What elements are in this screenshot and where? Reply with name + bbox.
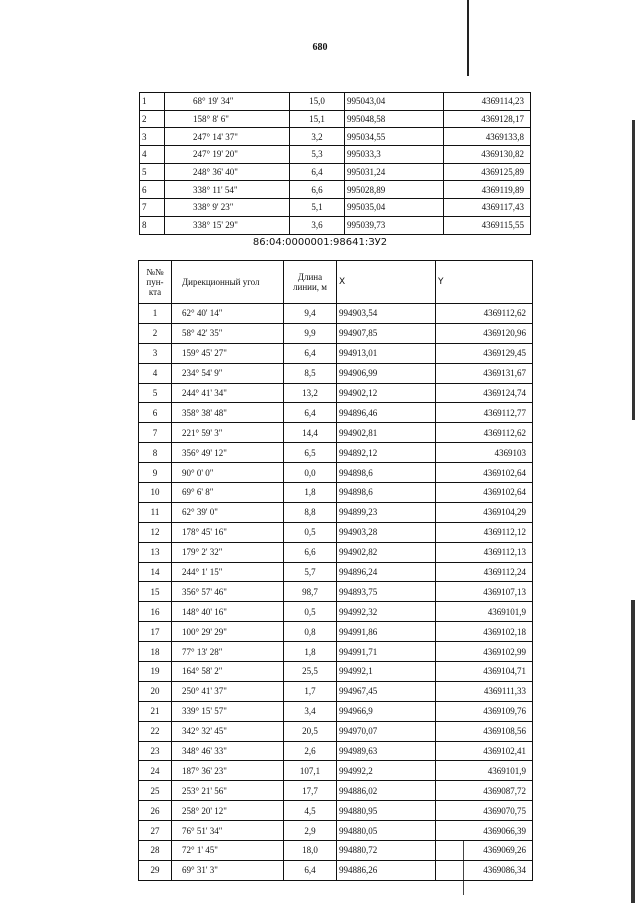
cell-direction-angle: 358° 38' 48" (172, 403, 284, 423)
cell-x: 994899,23 (337, 502, 436, 522)
cell-x: 994991,86 (337, 622, 436, 642)
cell-x: 994913,01 (337, 343, 436, 363)
cell-direction-angle: 356° 57' 46" (172, 582, 284, 602)
cell-y: 4369112,24 (436, 562, 533, 582)
cell-direction-angle: 248° 36' 40" (165, 163, 290, 181)
table-row (139, 761, 533, 781)
cell-y: 4369107,13 (436, 582, 533, 602)
cell-line-length: 9,9 (284, 323, 337, 343)
cell-direction-angle: 148° 40' 16" (172, 602, 284, 622)
cell-line-length: 98,7 (284, 582, 337, 602)
cell-line-length: 4,5 (284, 801, 337, 821)
table-row (139, 323, 533, 343)
cell-line-length: 0,5 (284, 602, 337, 622)
cell-point-number: 11 (139, 502, 172, 522)
cell-line-length: 6,4 (284, 343, 337, 363)
cell-direction-angle: 247° 19' 20" (165, 146, 290, 164)
cell-y: 4369120,96 (436, 323, 533, 343)
table-row (140, 163, 531, 181)
cell-direction-angle: 178° 45' 16" (172, 522, 284, 542)
cell-x: 994902,12 (337, 383, 436, 403)
cell-y: 4369119,89 (444, 181, 531, 199)
cell-direction-angle: 247° 14' 37" (165, 128, 290, 146)
cell-direction-angle: 159° 45' 27" (172, 343, 284, 363)
cell-y: 4369111,33 (436, 681, 533, 701)
cell-point-number: 27 (139, 821, 172, 841)
cell-point-number: 16 (139, 602, 172, 622)
cell-line-length: 1,8 (284, 642, 337, 662)
cell-point-number: 2 (139, 323, 172, 343)
cell-line-length: 8,5 (284, 363, 337, 383)
cell-direction-angle: 72° 1' 45" (172, 841, 284, 861)
coordinates-table-2 (138, 260, 533, 881)
cell-x: 994896,46 (337, 403, 436, 423)
cell-x: 994906,99 (337, 363, 436, 383)
cell-y: 4369114,23 (444, 93, 531, 111)
cell-line-length: 20,5 (284, 721, 337, 741)
cell-direction-angle: 338° 11' 54" (165, 181, 290, 199)
cell-direction-angle: 100° 29' 29" (172, 622, 284, 642)
cell-point-number: 25 (139, 781, 172, 801)
cell-x: 994992,32 (337, 602, 436, 622)
cadastral-number: 86:04:0000001:98641:ЗУ2 (252, 237, 388, 248)
cell-x: 994992,2 (337, 761, 436, 781)
cell-line-length: 14,4 (284, 423, 337, 443)
cell-point-number: 8 (140, 216, 165, 234)
cell-point-number: 13 (139, 542, 172, 562)
cell-y: 4369112,62 (436, 304, 533, 324)
cell-line-length: 25,5 (284, 662, 337, 682)
header-y: Y (436, 261, 533, 304)
cell-y: 4369101,9 (436, 602, 533, 622)
cell-line-length: 5,1 (290, 199, 345, 217)
cell-point-number: 21 (139, 701, 172, 721)
table-row (139, 781, 533, 801)
cell-line-length: 0,0 (284, 463, 337, 483)
cell-direction-angle: 77° 13' 28" (172, 642, 284, 662)
table-row (139, 562, 533, 582)
table-row (139, 463, 533, 483)
cell-line-length: 5,7 (284, 562, 337, 582)
cell-x: 995048,58 (345, 110, 444, 128)
table-row (139, 443, 533, 463)
table-row (140, 181, 531, 199)
table-row (140, 93, 531, 111)
cell-y: 4369104,71 (436, 662, 533, 682)
cell-y: 4369125,89 (444, 163, 531, 181)
table-row (139, 701, 533, 721)
cell-y: 4369102,18 (436, 622, 533, 642)
table-row (139, 801, 533, 821)
cell-direction-angle: 76° 51' 34" (172, 821, 284, 841)
cell-line-length: 13,2 (284, 383, 337, 403)
cell-line-length: 2,6 (284, 741, 337, 761)
cell-x: 995043,04 (345, 93, 444, 111)
cell-point-number: 17 (139, 622, 172, 642)
cell-point-number: 5 (140, 163, 165, 181)
table-row (139, 483, 533, 503)
cell-line-length: 8,8 (284, 502, 337, 522)
cell-point-number: 22 (139, 721, 172, 741)
cell-point-number: 19 (139, 662, 172, 682)
cell-line-length: 6,4 (290, 163, 345, 181)
cell-point-number: 15 (139, 582, 172, 602)
cell-x: 994991,71 (337, 642, 436, 662)
cell-y: 4369112,77 (436, 403, 533, 423)
cell-point-number: 6 (139, 403, 172, 423)
cell-line-length: 15,1 (290, 110, 345, 128)
cell-direction-angle: 342° 32' 45" (172, 721, 284, 741)
cell-x: 994903,28 (337, 522, 436, 542)
cell-y: 4369128,17 (444, 110, 531, 128)
cell-direction-angle: 158° 8' 6" (165, 110, 290, 128)
cell-y: 4369112,13 (436, 542, 533, 562)
cell-x: 994898,6 (337, 483, 436, 503)
table-row (139, 423, 533, 443)
cell-y: 4369102,41 (436, 741, 533, 761)
cell-y: 4369131,67 (436, 363, 533, 383)
cell-line-length: 5,3 (290, 146, 345, 164)
coordinates-table-1-body (140, 93, 531, 235)
cell-y: 4369102,64 (436, 463, 533, 483)
header-point-number: №№ пун-кта (139, 261, 172, 304)
cell-x: 995031,24 (345, 163, 444, 181)
cell-direction-angle: 234° 54' 9" (172, 363, 284, 383)
cell-y: 4369133,8 (444, 128, 531, 146)
cell-point-number: 9 (139, 463, 172, 483)
cell-point-number: 6 (140, 181, 165, 199)
cell-line-length: 6,4 (284, 403, 337, 423)
cell-line-length: 0,5 (284, 522, 337, 542)
cell-x: 994966,9 (337, 701, 436, 721)
cell-y: 4369102,64 (436, 483, 533, 503)
cell-line-length: 3,4 (284, 701, 337, 721)
cell-x: 994886,26 (337, 860, 436, 880)
cell-direction-angle: 339° 15' 57" (172, 701, 284, 721)
cell-x: 995033,3 (345, 146, 444, 164)
cell-point-number: 20 (139, 681, 172, 701)
cell-line-length: 107,1 (284, 761, 337, 781)
cell-line-length: 3,6 (290, 216, 345, 234)
cell-y: 4369102,99 (436, 642, 533, 662)
cell-direction-angle: 356° 49' 12" (172, 443, 284, 463)
cell-x: 994907,85 (337, 323, 436, 343)
table-row (139, 383, 533, 403)
cell-line-length: 2,9 (284, 821, 337, 841)
cell-direction-angle: 253° 21' 56" (172, 781, 284, 801)
table-row (139, 622, 533, 642)
cell-point-number: 24 (139, 761, 172, 781)
cell-direction-angle: 187° 36' 23" (172, 761, 284, 781)
cell-line-length: 6,5 (284, 443, 337, 463)
cell-point-number: 26 (139, 801, 172, 821)
cell-direction-angle: 58° 42' 35" (172, 323, 284, 343)
cell-y: 4369115,55 (444, 216, 531, 234)
table-header-row (139, 261, 533, 304)
cell-y: 4369117,43 (444, 199, 531, 217)
cell-direction-angle: 179° 2' 32" (172, 542, 284, 562)
cell-point-number: 4 (139, 363, 172, 383)
table-row (139, 522, 533, 542)
cell-direction-angle: 338° 15' 29" (165, 216, 290, 234)
table-row (140, 146, 531, 164)
table-row (140, 110, 531, 128)
cell-x: 994880,72 (337, 841, 436, 861)
cell-y: 4369130,82 (444, 146, 531, 164)
cell-point-number: 1 (139, 304, 172, 324)
cell-point-number: 28 (139, 841, 172, 861)
header-x: X (337, 261, 436, 304)
cell-point-number: 29 (139, 860, 172, 880)
cell-y: 4369069,26 (436, 841, 533, 861)
table-row (140, 199, 531, 217)
cell-line-length: 15,0 (290, 93, 345, 111)
cell-y: 4369087,72 (436, 781, 533, 801)
cell-y: 4369112,12 (436, 522, 533, 542)
cell-point-number: 23 (139, 741, 172, 761)
cell-direction-angle: 69° 6' 8" (172, 483, 284, 503)
cell-x: 995039,73 (345, 216, 444, 234)
table-row (139, 860, 533, 880)
cell-direction-angle: 244° 41' 34" (172, 383, 284, 403)
cell-point-number: 14 (139, 562, 172, 582)
cell-y: 4369086,34 (436, 860, 533, 880)
cell-x: 994893,75 (337, 582, 436, 602)
cell-x: 994880,95 (337, 801, 436, 821)
cell-point-number: 3 (139, 343, 172, 363)
cell-x: 994880,05 (337, 821, 436, 841)
cell-point-number: 7 (139, 423, 172, 443)
cell-y: 4369066,39 (436, 821, 533, 841)
cell-point-number: 12 (139, 522, 172, 542)
cell-x: 994886,02 (337, 781, 436, 801)
cell-x: 994896,24 (337, 562, 436, 582)
table-row (139, 841, 533, 861)
cell-direction-angle: 62° 39' 0" (172, 502, 284, 522)
cell-direction-angle: 90° 0' 0" (172, 463, 284, 483)
table-row (139, 502, 533, 522)
cell-x: 994992,1 (337, 662, 436, 682)
cell-line-length: 6,6 (290, 181, 345, 199)
cell-point-number: 8 (139, 443, 172, 463)
cell-point-number: 10 (139, 483, 172, 503)
cell-y: 4369104,29 (436, 502, 533, 522)
cell-point-number: 2 (140, 110, 165, 128)
cell-y: 4369112,62 (436, 423, 533, 443)
scan-edge-mark (632, 120, 635, 420)
coordinates-table-2-body (139, 304, 533, 881)
cell-point-number: 5 (139, 383, 172, 403)
table-row (139, 642, 533, 662)
cell-line-length: 1,8 (284, 483, 337, 503)
cell-point-number: 7 (140, 199, 165, 217)
cell-x: 994902,81 (337, 423, 436, 443)
cell-direction-angle: 250° 41' 37" (172, 681, 284, 701)
cell-x: 994902,82 (337, 542, 436, 562)
cell-x: 994967,45 (337, 681, 436, 701)
cell-y: 4369070,75 (436, 801, 533, 821)
table-row (139, 741, 533, 761)
table-row (139, 602, 533, 622)
cell-y: 4369103 (436, 443, 533, 463)
cell-x: 994903,54 (337, 304, 436, 324)
page-number: 680 (312, 42, 328, 53)
table-row (139, 582, 533, 602)
table-row (139, 403, 533, 423)
binding-line (467, 0, 469, 76)
cell-point-number: 3 (140, 128, 165, 146)
table-row (139, 304, 533, 324)
cell-point-number: 1 (140, 93, 165, 111)
cell-x: 995034,55 (345, 128, 444, 146)
cell-point-number: 18 (139, 642, 172, 662)
cell-line-length: 6,4 (284, 860, 337, 880)
table-row (139, 721, 533, 741)
cell-y: 4369109,76 (436, 701, 533, 721)
cell-direction-angle: 221° 59' 3" (172, 423, 284, 443)
cell-direction-angle: 244° 1' 15" (172, 562, 284, 582)
cell-y: 4369108,56 (436, 721, 533, 741)
table-row (139, 681, 533, 701)
cell-y: 4369129,45 (436, 343, 533, 363)
cell-x: 994892,12 (337, 443, 436, 463)
cell-line-length: 17,7 (284, 781, 337, 801)
cell-direction-angle: 62° 40' 14" (172, 304, 284, 324)
header-direction-angle: Дирекционный угол (172, 261, 284, 304)
cell-x: 995035,04 (345, 199, 444, 217)
table-row (140, 216, 531, 234)
cell-point-number: 4 (140, 146, 165, 164)
header-line-length: Длина линии, м (284, 261, 337, 304)
cell-line-length: 6,6 (284, 542, 337, 562)
cell-y: 4369124,74 (436, 383, 533, 403)
cell-direction-angle: 68° 19' 34" (165, 93, 290, 111)
cell-x: 994970,07 (337, 721, 436, 741)
cell-direction-angle: 338° 9' 23" (165, 199, 290, 217)
table-row (139, 821, 533, 841)
cell-line-length: 0,8 (284, 622, 337, 642)
cell-direction-angle: 258° 20' 12" (172, 801, 284, 821)
table-row (139, 343, 533, 363)
cell-line-length: 3,2 (290, 128, 345, 146)
cell-line-length: 9,4 (284, 304, 337, 324)
cell-line-length: 18,0 (284, 841, 337, 861)
cell-x: 994989,63 (337, 741, 436, 761)
cell-direction-angle: 348° 46' 33" (172, 741, 284, 761)
table-row (139, 363, 533, 383)
cell-direction-angle: 69° 31' 3" (172, 860, 284, 880)
coordinates-table-1 (139, 92, 531, 235)
scan-edge-mark-lower (631, 600, 635, 903)
cell-x: 995028,89 (345, 181, 444, 199)
table-row (139, 542, 533, 562)
cell-y: 4369101,9 (436, 761, 533, 781)
table-row (139, 662, 533, 682)
table-row (140, 128, 531, 146)
cell-line-length: 1,7 (284, 681, 337, 701)
cell-direction-angle: 164° 58' 2" (172, 662, 284, 682)
cell-x: 994898,6 (337, 463, 436, 483)
